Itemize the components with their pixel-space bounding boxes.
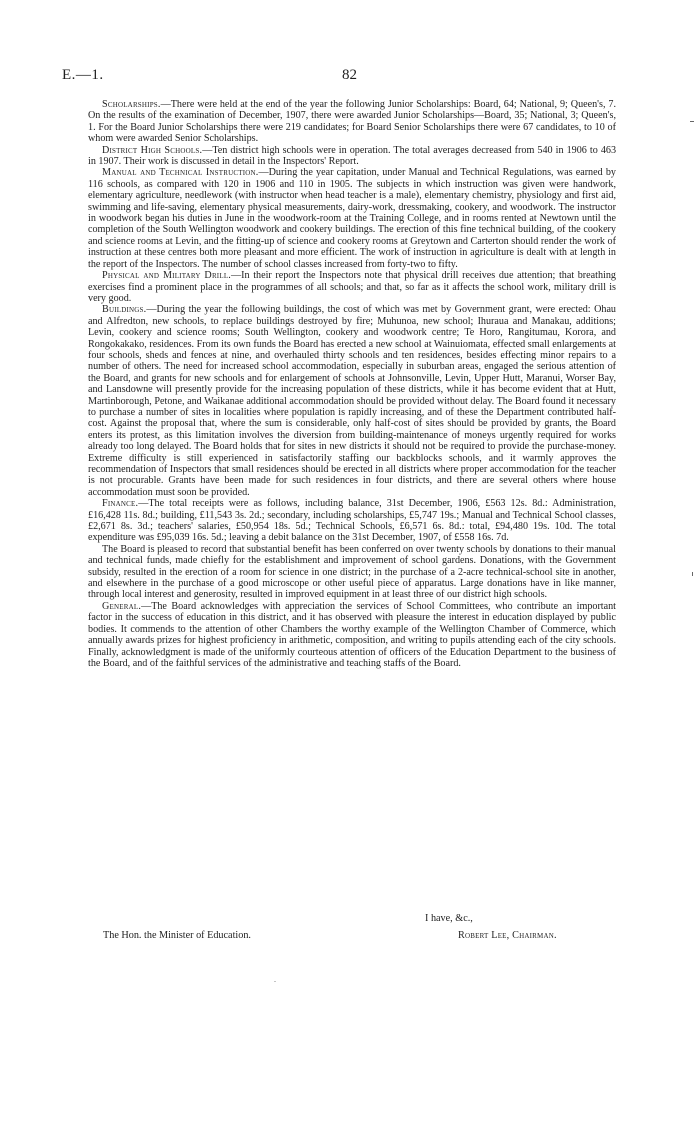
paragraph-text: —During the year capitation, under Manual and Technical Regulations, was earned by 116 schools, as compared with 120 in 1906 and 110 in 1905. The subjects in which instruction was given were handwork, elementary agriculture, needlework (with instructor when head teacher is a male), elementary chemistry, physiology and first aid, swimming and life-saving, elementary physical measurements, dairy-work, dressmaking, cookery, and woodwork. The instructor in woodwork began his duties in June in the woodwork-room at the Training College, and in rooms rented at Newtown until the completion of the South Wellington woodwork and cookery buildings. The erection of this fine technical building, of the cookery and science rooms at Levin, and the fitting-up of science and cookery rooms at Greytown and Carterton should render the work of instruction at these centres both more pleasant and more efficient. The work of instruction in agriculture is dealt with at length in the report of the Inspectors. The number of school classes increased from forty-two to fifty.: [88, 167, 616, 270]
paragraph-scholarships: [88, 99, 616, 145]
paragraph-heading: General.: [102, 600, 142, 612]
paragraph-donations: [88, 544, 616, 601]
paragraph-manual-technical: [88, 167, 616, 270]
paragraph-finance: [88, 498, 616, 544]
page-number: 82: [342, 67, 357, 83]
paragraph-text: —In their report the Inspectors note that physical drill receives due attention; that breathing exercises find a prominent place in the programmes of all schools; and that, so far as it affects the school work, military drill is very good.: [88, 270, 616, 304]
paragraph-heading: Scholarships.: [102, 99, 161, 110]
paragraph-heading: Finance.: [102, 498, 139, 510]
paragraph-general: [88, 601, 616, 669]
report-code: E.—1.: [62, 67, 104, 83]
margin-tick: [692, 572, 693, 576]
paragraph-heading: District High Schools.: [102, 144, 203, 156]
report-body: [88, 99, 616, 669]
paragraph-text: —Ten district high schools were in operation. The total averages decreased from 540 in 1906 to 463 in 1907. Their work is discussed in detail in the Inspectors' Report.: [88, 144, 617, 168]
paragraph-heading: Manual and Technical Instruction.: [102, 167, 259, 179]
paragraph-text: —There were held at the end of the year the following Junior Scholarships: Board, 64; National, 9; Queen's, 7. On the results of the examination of December, 1907, there were awarded Junior Scholarships—Board, 35; National, 3; Queen's, 1. For the Board Junior Scholarships there were 219 candidates; for Board Senior Scholarships there were 67 candidates, to 10 of whom were awarded Senior Scholarships.: [88, 99, 616, 145]
paragraph-heading: Buildings.: [102, 304, 147, 316]
paragraph-text: —The total receipts were as follows, including balance, 31st December, 1906, £563 12s. 8d.: Administration, £16,428 11s. 8d.; building, £11,543 3s. 2d.; secondary, including scholarships, £5,747 19s.; Manual and Technical School classes, £2,671 8s. 3d.; teachers' salaries, £50,954 18s. 5d.; Technical Schools, £6,571 6s. 8d.: total, £94,480 19s. 10d. The total expenditure was £95,039 16s. 5d.; leaving a debit balance on the 31st December, 1907, of £558 16s. 7d.: [88, 498, 616, 544]
paragraph-heading: Physical and Military Drill.: [102, 270, 232, 282]
paragraph-buildings: [88, 304, 616, 498]
paragraph-text: The Board is pleased to record that substantial benefit has been conferred on over twenty schools by donations to their manual and technical funds, made chiefly for the establishment and improvement of school gardens. Donations, with the Government subsidy, resulted in the erection of a room for science in one district; in the purchase of a 2-acre technical-school site in another, and elsewhere in the purchase of a good microscope or other useful piece of apparatus. Large donations have in like manner, through local interest and generosity, resulted in improved equipment in at least three of our district high schools.: [88, 543, 616, 601]
paragraph-district-high-schools: [88, 145, 616, 168]
stray-mark: .: [274, 975, 276, 984]
signatory: Robert Lee, Chairman.: [458, 930, 557, 941]
paragraph-text: —During the year the following buildings, the cost of which was met by Government grant, were erected: Ohau and Alfredton, new schools, to replace buildings destroyed by fire; Muhunoa, new school; Ihuraua and Manakau, additions; Levin, cookery and science rooms; South Wellington, cookery and woodwork centre; Te Horo, Rangitumau, Korora, and Rongokakako, residences. From its own funds the Board has erected a new school at Wainuiomata, effected small enlargements at four schools, sheds and fences at nine, and overhauled thirty schools and ten residences, besides effecting minor repairs to a number of others. The need for increased school accommodation, especially in suburban areas, engaged the serious attention of the Board, and grants for new schools and for enlargement of schools at Johnsonville, Levin, Upper Hutt, Maranui, Worser Bay, and Lansdowne will presently provide for the increasing population of these districts, while it has become evident that at Hutt, Martinborough, Petone, and Waikanae additional accommodation should be provided without delay. The Board found it necessary to purchase a number of sites in localities where population is rapidly increasing, and of these the Department contributed half-cost. Against the proposal that, where the sum is considerable, only half-cost of sites should be provided by grants, the Board enters its protest, as this limitation involves the diversion from building-maintenance of moneys urgently required for works already too long delayed. The Board holds that for sites in new districts it should not be required to provide the purchase-money. Extreme difficulty is still experienced in satisfactorily staffing our backblocks schools, and it warmly approves the recommendation of Inspectors that small residences should be erected in all districts where proper accommodation for the teacher is not procurable. Grants have been made for such residences in four districts, and there are several others where house accommodation must soon be provided.: [88, 304, 616, 498]
addressee: The Hon. the Minister of Education.: [103, 930, 251, 941]
valediction: I have, &c.,: [425, 913, 473, 924]
margin-tick: [690, 121, 694, 122]
paragraph-text: —The Board acknowledges with appreciation the services of School Committees, who contribute an important factor in the success of education in this district, and it has observed with pleasure the interest in education displayed by public bodies. It commends to the attention of other Chambers the worthy example of the Wellington Chamber of Commerce, which annually awards prizes for highest proficiency in arithmetic, composition, and writing to pupils attending each of the city schools. Finally, acknowledgment is made of the uniformly courteous attention of officers of the Education Department to the business of the Board, and of the faithful services of the administrative and teaching staffs of the Board.: [88, 600, 616, 669]
paragraph-physical-drill: [88, 270, 616, 304]
